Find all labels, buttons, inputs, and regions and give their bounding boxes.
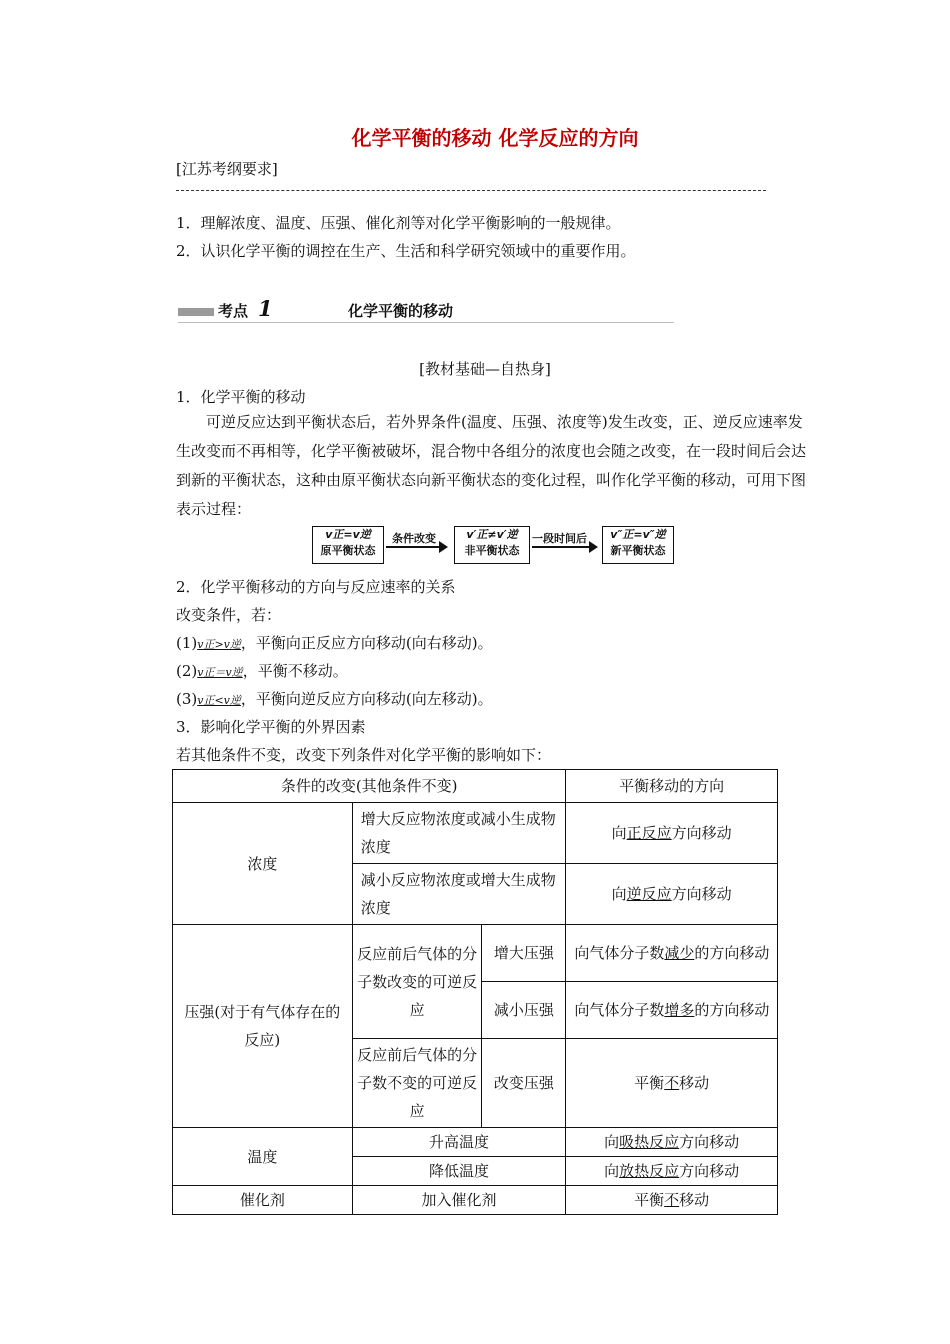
- p3-intro: 若其他条件不变，改变下列条件对化学平衡的影响如下：: [176, 746, 552, 764]
- table-cell-press-change-dir: 平衡不移动: [566, 1039, 778, 1128]
- p2-heading: 2．化学平衡移动的方向与反应速率的关系: [176, 578, 456, 596]
- requirements-header: [江苏考纲要求]: [176, 160, 278, 178]
- section-title: 化学平衡的移动: [348, 302, 454, 320]
- table-cell-conc-decrease-dir: 向逆反应方向移动: [566, 864, 778, 925]
- table-cell-press-changing: 反应前后气体的分子数改变的可逆反应: [352, 925, 482, 1039]
- table-cell-press-decrease-dir: 向气体分子数增多的方向移动: [566, 982, 778, 1039]
- table-cell-cat-add: 加入催化剂: [352, 1186, 566, 1215]
- section-bar-icon: [178, 308, 214, 316]
- flow-box-original-label: 原平衡状态: [320, 544, 376, 557]
- table-row: [173, 1128, 778, 1157]
- section-header: [178, 296, 674, 323]
- table-header-condition: 条件的改变(其他条件不变): [173, 770, 566, 803]
- table-cell-temp-up-dir: 向吸热反应方向移动: [566, 1128, 778, 1157]
- table-cell-temp-down-dir: 向放热反应方向移动: [566, 1157, 778, 1186]
- flow-box-nonequilibrium: [454, 526, 530, 564]
- table-cell-conc-increase: 增大反应物浓度或减小生成物浓度: [352, 803, 566, 864]
- table-cell-conc-increase-dir: 向正反应方向移动: [566, 803, 778, 864]
- requirement-2: 2．认识化学平衡的调控在生产、生活和科学研究领域中的重要作用。: [176, 242, 636, 260]
- p2-item-2: (2)v正＝v逆，平衡不移动。: [176, 662, 348, 680]
- table-header-direction: 平衡移动的方向: [566, 770, 778, 803]
- flow-box-nonequilibrium-label: 非平衡状态: [464, 544, 520, 557]
- section-label: 考点: [218, 302, 249, 320]
- table-cell-temp-down: 降低温度: [352, 1157, 566, 1186]
- table-cell-press-change: 改变压强: [482, 1039, 566, 1128]
- p2-intro: 改变条件，若：: [176, 606, 282, 624]
- table-row: [173, 770, 778, 803]
- p3-heading: 3．影响化学平衡的外界因素: [176, 718, 366, 736]
- p2-item-1-cond: v正>v逆: [197, 638, 241, 651]
- flow-arrow-2-label: 一段时间后: [532, 532, 587, 545]
- table-cell-press-increase-dir: 向气体分子数减少的方向移动: [566, 925, 778, 982]
- table-cell-pressure: 压强(对于有气体存在的反应): [173, 925, 353, 1128]
- p2-item-3-cond: v正<v逆: [197, 694, 241, 707]
- section-number: 1: [258, 296, 273, 321]
- p1-heading: 1．化学平衡的移动: [176, 388, 306, 406]
- table-cell-cat-dir: 平衡不移动: [566, 1186, 778, 1215]
- table-cell-press-unchanged: 反应前后气体的分子数不变的可逆反应: [352, 1039, 482, 1128]
- flow-box-new-label: 新平衡状态: [610, 544, 666, 557]
- dashed-divider: [176, 180, 766, 191]
- table-cell-press-increase: 增大压强: [482, 925, 566, 982]
- table-row: [173, 803, 778, 864]
- flow-diagram: [312, 524, 674, 568]
- flow-box-new: [602, 526, 674, 564]
- table-cell-conc-decrease: 减小反应物浓度或增大生成物浓度: [352, 864, 566, 925]
- table-cell-press-decrease: 减小压强: [482, 982, 566, 1039]
- p1-text: 可逆反应达到平衡状态后，若外界条件(温度、压强、浓度等)发生改变，正、逆反应速率发生改变而不再相等，化学平衡被破坏，混合物中各组分的浓度也会随之改变，在一段时间后会达到新的平衡状态，这种由原平衡状态向新平衡状态的变化过程，叫作化学平衡的移动，可用下图表示过程：: [176, 413, 807, 518]
- flow-box-original: [312, 526, 384, 564]
- table-row: [173, 925, 778, 982]
- flow-box-nonequilibrium-rate: v′正≠v′逆: [466, 528, 518, 541]
- p2-item-2-cond: v正＝v逆: [197, 666, 243, 679]
- p2-item-3: (3)v正<v逆，平衡向逆反应方向移动(向左移动)。: [176, 690, 493, 708]
- table-cell-catalyst: 催化剂: [173, 1186, 353, 1215]
- table-cell-temperature: 温度: [173, 1128, 353, 1186]
- flow-arrow-1: [386, 546, 446, 548]
- table-cell-concentration: 浓度: [173, 803, 353, 925]
- p2-item-1: (1)v正>v逆，平衡向正反应方向移动(向右移动)。: [176, 634, 493, 652]
- flow-arrow-2: [532, 546, 596, 548]
- flow-arrow-1-label: 条件改变: [392, 532, 436, 545]
- flow-box-original-rate: v正=v逆: [325, 528, 371, 541]
- requirement-1: 1．理解浓度、温度、压强、催化剂等对化学平衡影响的一般规律。: [176, 214, 621, 232]
- page-title: 化学平衡的移动 化学反应的方向: [351, 126, 639, 150]
- basics-header: [教材基础—自热身]: [419, 360, 551, 378]
- flow-box-new-rate: v″正=v″逆: [610, 528, 666, 541]
- table-cell-temp-up: 升高温度: [352, 1128, 566, 1157]
- table-row: [173, 1186, 778, 1215]
- effects-table: [172, 769, 778, 1215]
